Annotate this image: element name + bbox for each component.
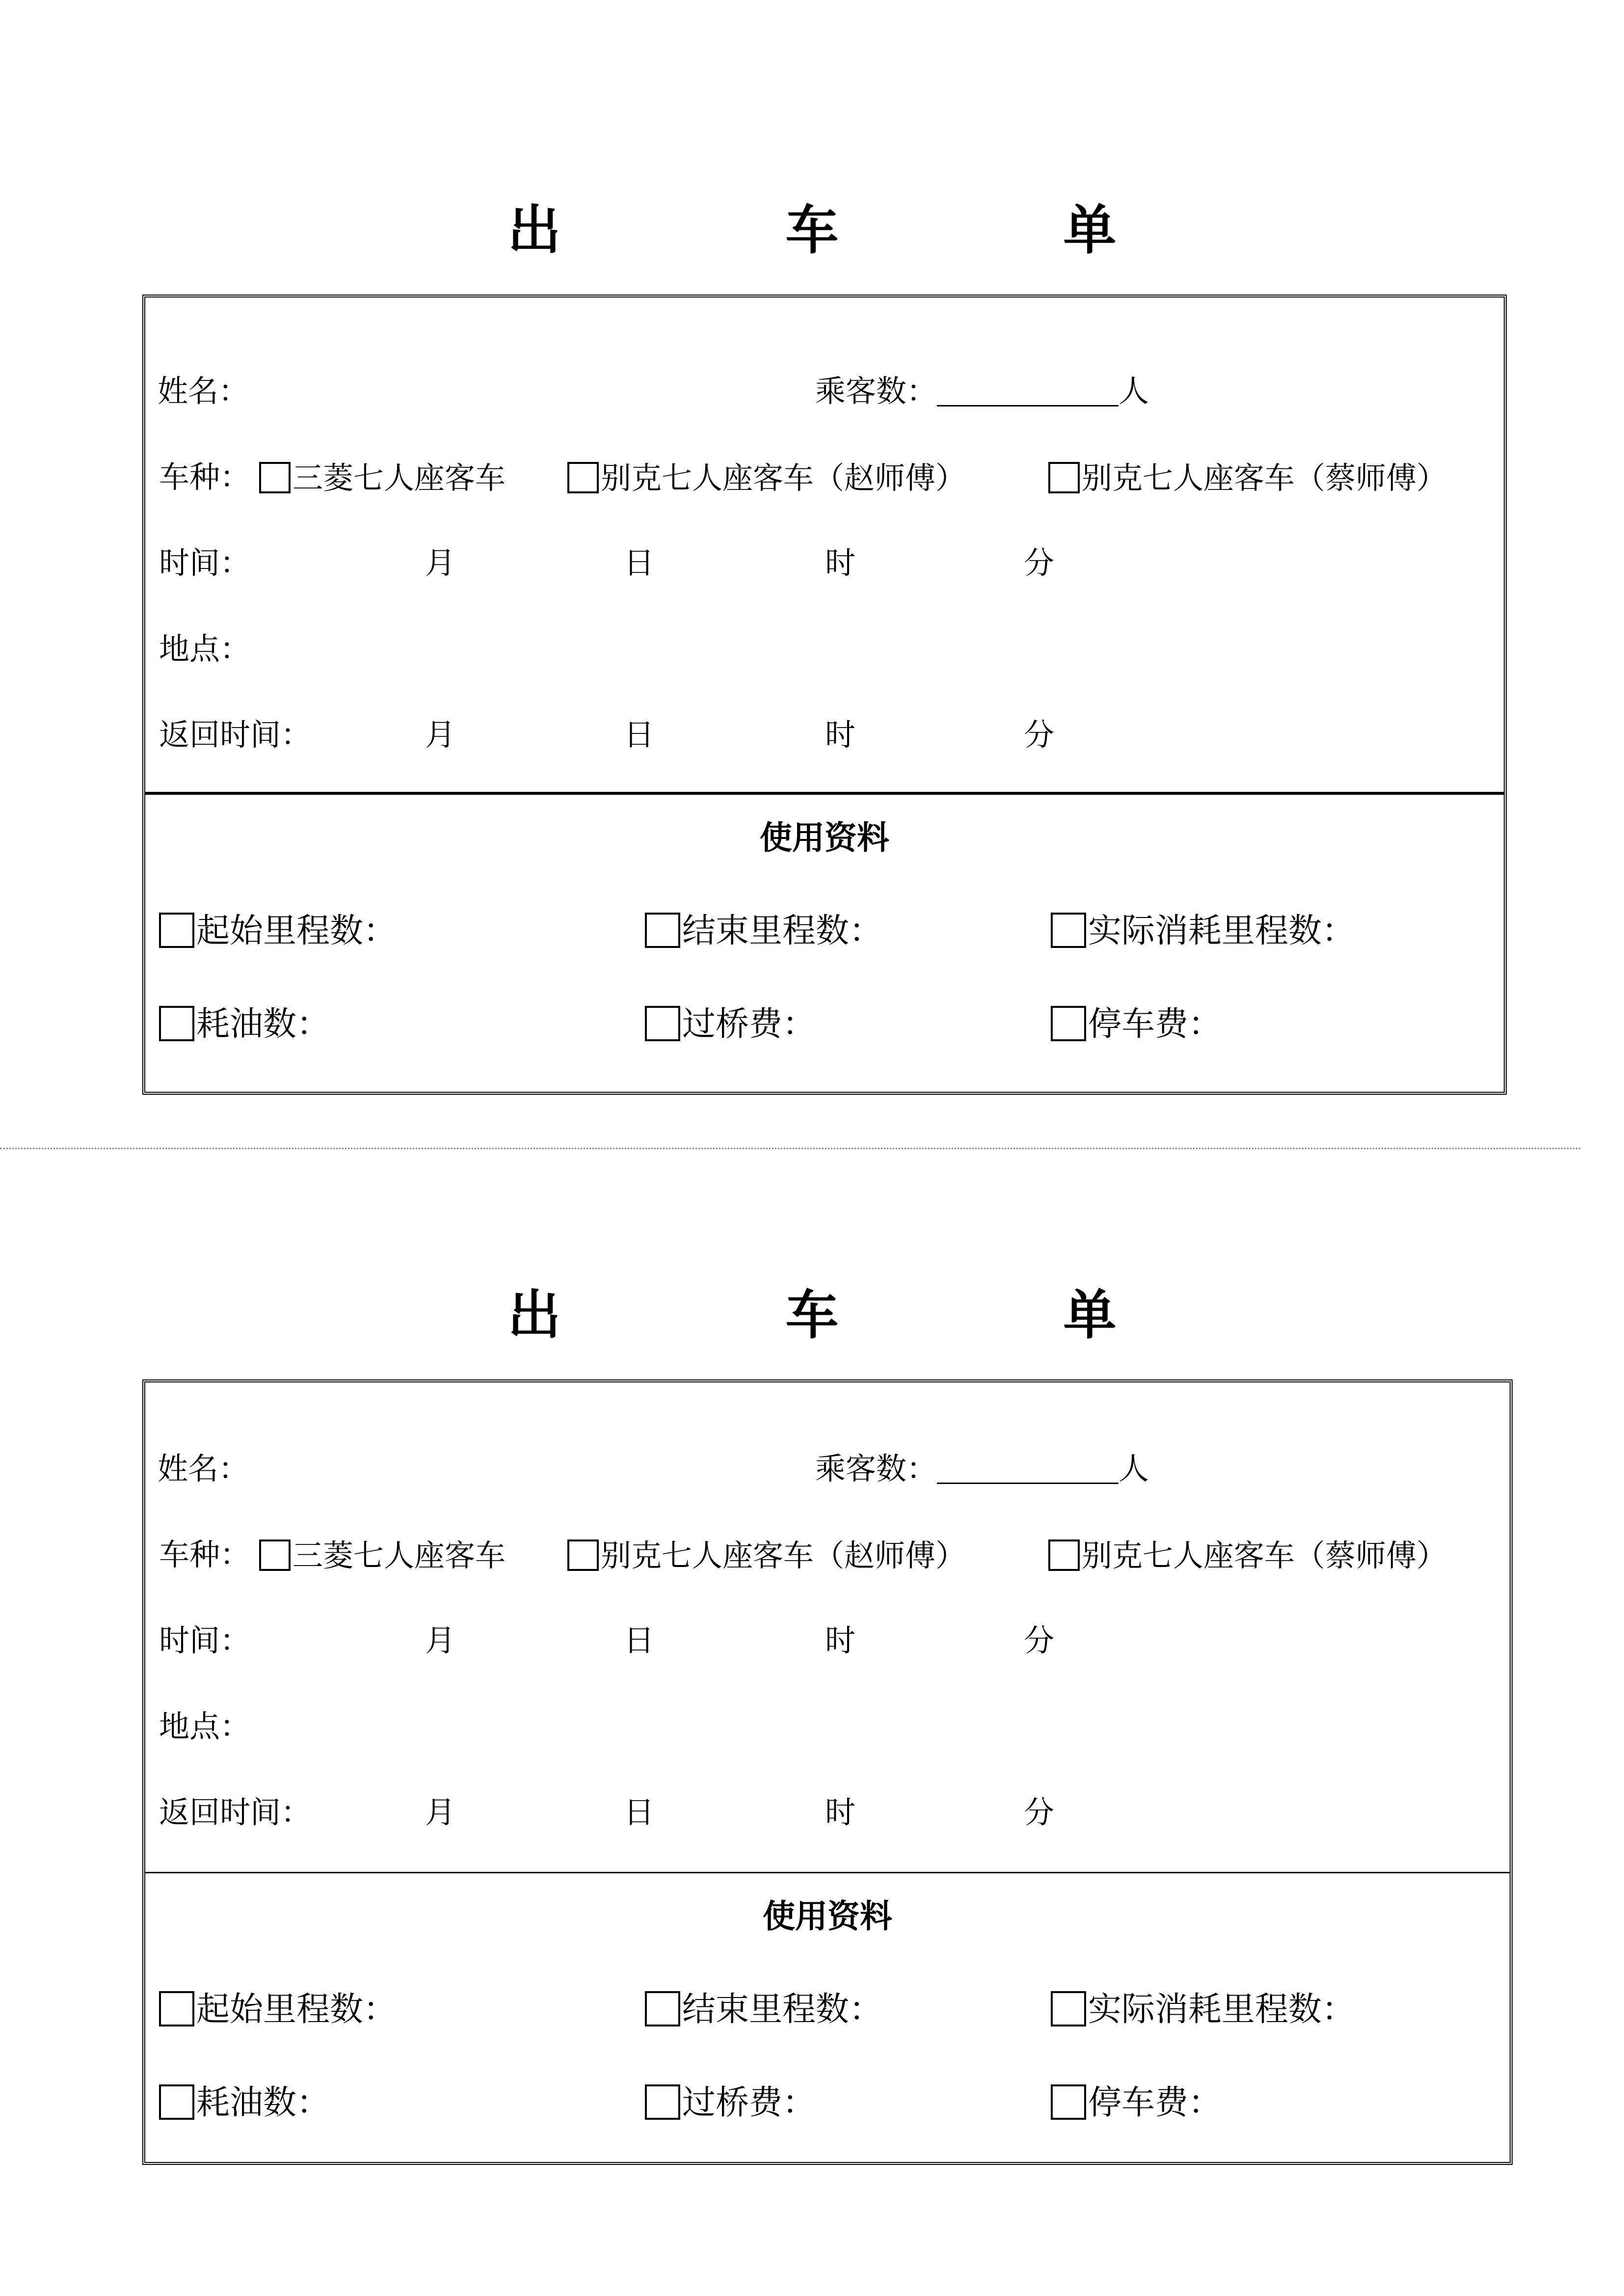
vehicle-option-mitsubishi[interactable]: 三菱七人座客车 (259, 462, 506, 493)
passenger-count-input[interactable] (937, 377, 1118, 406)
time-month: 月 (425, 545, 456, 581)
page-divider (0, 1148, 1580, 1149)
form-frame (142, 1379, 1513, 2165)
form-frame (142, 295, 1507, 1095)
passenger-count-field (815, 1451, 1149, 1486)
passenger-unit: 人 (1118, 1451, 1149, 1486)
checkbox[interactable] (259, 1540, 291, 1571)
form-title: 出 车 单 (507, 1285, 1202, 1346)
bridge-fee-item[interactable]: 过桥费： (645, 2084, 816, 2120)
usage-title: 使用资料 (763, 1897, 892, 1935)
return-month: 月 (425, 1794, 456, 1830)
checkbox[interactable] (1051, 913, 1086, 948)
form-title: 出 车 单 (507, 200, 1202, 261)
checkbox[interactable] (1051, 1991, 1086, 2026)
vehicle-type-label: 车种： (159, 1537, 251, 1572)
fuel-item[interactable]: 耗油数： (159, 1006, 330, 1041)
actual-mileage-item[interactable]: 实际消耗里程数： (1051, 1991, 1355, 2026)
usage-title: 使用资料 (760, 819, 889, 857)
checkbox[interactable] (159, 2084, 194, 2120)
parking-fee-item[interactable]: 停车费： (1051, 2084, 1222, 2120)
checkbox[interactable] (645, 1991, 680, 2026)
checkbox[interactable] (645, 2084, 680, 2120)
checkbox[interactable] (159, 1006, 194, 1041)
name-label: 姓名： (158, 373, 249, 409)
vehicle-option-buick-zhao[interactable]: 别克七人座客车（赵师傅） (567, 1540, 966, 1571)
checkbox[interactable] (1051, 2084, 1086, 2120)
passenger-count-input[interactable] (937, 1454, 1118, 1484)
start-mileage-item[interactable]: 起始里程数： (159, 1991, 397, 2026)
passenger-count-field (815, 373, 1149, 409)
return-month: 月 (425, 717, 456, 753)
vehicle-option-buick-cai[interactable]: 别克七人座客车（蔡师傅） (1048, 462, 1447, 493)
time-label: 时间： (159, 545, 251, 581)
return-day: 日 (624, 717, 655, 753)
time-minute: 分 (1024, 545, 1055, 581)
checkbox[interactable] (159, 913, 194, 948)
return-minute: 分 (1024, 717, 1055, 753)
name-label: 姓名： (158, 1451, 249, 1486)
bridge-fee-item[interactable]: 过桥费： (645, 1006, 816, 1041)
trip-info-section (145, 1382, 1510, 1873)
return-day: 日 (624, 1794, 655, 1830)
return-time-label: 返回时间： (159, 1794, 312, 1830)
passenger-unit: 人 (1118, 373, 1149, 409)
return-time-label: 返回时间： (159, 717, 312, 753)
return-minute: 分 (1024, 1794, 1055, 1830)
start-mileage-item[interactable]: 起始里程数： (159, 913, 397, 948)
checkbox[interactable] (1048, 462, 1080, 493)
passenger-count-label: 乘客数： (815, 373, 937, 409)
end-mileage-item[interactable]: 结束里程数： (645, 913, 882, 948)
vehicle-option-buick-zhao[interactable]: 别克七人座客车（赵师傅） (567, 462, 966, 493)
checkbox[interactable] (1048, 1540, 1080, 1571)
end-mileage-item[interactable]: 结束里程数： (645, 1991, 882, 2026)
checkbox[interactable] (159, 1991, 194, 2026)
time-minute: 分 (1024, 1622, 1055, 1658)
fuel-item[interactable]: 耗油数： (159, 2084, 330, 2120)
time-day: 日 (624, 1622, 655, 1658)
vehicle-option-buick-cai[interactable]: 别克七人座客车（蔡师傅） (1048, 1540, 1447, 1571)
time-day: 日 (624, 545, 655, 581)
trip-info-section (145, 297, 1504, 795)
vehicle-option-mitsubishi[interactable]: 三菱七人座客车 (259, 1540, 506, 1571)
checkbox[interactable] (645, 1006, 680, 1041)
checkbox[interactable] (259, 462, 291, 493)
parking-fee-item[interactable]: 停车费： (1051, 1006, 1222, 1041)
time-month: 月 (425, 1622, 456, 1658)
time-hour: 时 (825, 1622, 856, 1658)
checkbox[interactable] (1051, 1006, 1086, 1041)
checkbox[interactable] (567, 1540, 599, 1571)
time-label: 时间： (159, 1622, 251, 1658)
checkbox[interactable] (567, 462, 599, 493)
checkbox[interactable] (645, 913, 680, 948)
return-hour: 时 (825, 1794, 856, 1830)
place-label: 地点： (159, 1708, 251, 1744)
return-hour: 时 (825, 717, 856, 753)
time-hour: 时 (825, 545, 856, 581)
passenger-count-label: 乘客数： (815, 1451, 937, 1486)
actual-mileage-item[interactable]: 实际消耗里程数： (1051, 913, 1355, 948)
vehicle-type-label: 车种： (159, 459, 251, 495)
place-label: 地点： (159, 631, 251, 667)
